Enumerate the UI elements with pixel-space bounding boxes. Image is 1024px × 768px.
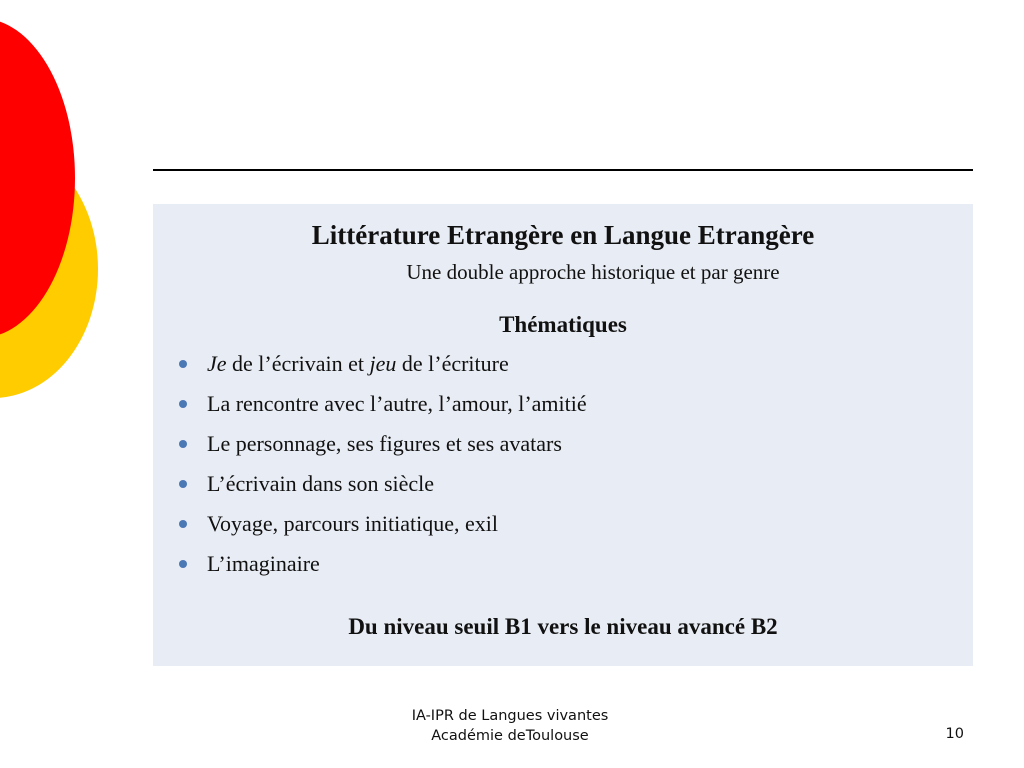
- footer-line-2: Académie deToulouse: [431, 728, 589, 744]
- bullet-text: Je: [207, 351, 227, 376]
- bullet-item: [175, 550, 587, 590]
- bullet-item: [175, 350, 587, 390]
- bullet-text: Voyage, parcours initiatique, exil: [207, 511, 499, 536]
- bullet-dot-icon: [179, 360, 187, 368]
- bullet-dot-icon: [179, 400, 187, 408]
- bullet-text: L’imaginaire: [207, 551, 320, 576]
- bullet-list: [175, 350, 587, 590]
- page-number: 10: [945, 726, 964, 742]
- bullet-text: L’écrivain dans son siècle: [207, 471, 435, 496]
- bullet-dot-icon: [179, 520, 187, 528]
- footer-text: [360, 706, 660, 746]
- content-panel: [153, 204, 973, 666]
- bullet-dot-icon: [179, 440, 187, 448]
- conclusion-text: Du niveau seuil B1 vers le niveau avancé B2: [348, 614, 778, 639]
- footer-line-1: IA-IPR de Langues vivantes: [411, 708, 609, 724]
- bullet-text: jeu: [369, 351, 397, 376]
- bullet-text: La rencontre avec l’autre, l’amour, l’amitié: [207, 391, 587, 416]
- bullet-item: [175, 430, 587, 470]
- slide-subtitle: Une double approche historique et par genre: [406, 260, 780, 284]
- title-rule: [153, 169, 973, 171]
- bullet-item: [175, 510, 587, 550]
- bullet-text: Le personnage, ses figures et ses avatars: [207, 431, 562, 456]
- bullet-text: de l’écriture: [396, 351, 509, 376]
- bullet-dot-icon: [179, 560, 187, 568]
- bullet-text: de l’écrivain et: [226, 351, 370, 376]
- bullet-item: [175, 390, 587, 430]
- slide-title: Littérature Etrangère en Langue Etrangère: [311, 220, 815, 250]
- bullet-dot-icon: [179, 480, 187, 488]
- section-heading: Thématiques: [499, 312, 627, 337]
- bullet-item: [175, 470, 587, 510]
